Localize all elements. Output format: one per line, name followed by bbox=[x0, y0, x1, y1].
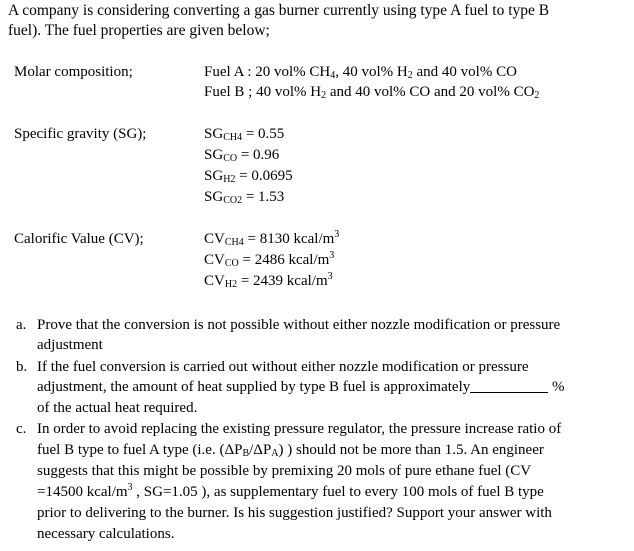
cv-h2: $CV_{H2} = 2439$ kcal/$m^3$ bbox=[204, 271, 333, 290]
question-a-line-1: Prove that the conversion is not possible without either nozzle modification or pressure bbox=[37, 317, 561, 333]
fuel-b-composition: Fuel B ; 40 vol% $H_2$ and 40 vol% CO and 20 vol% $CO_2$ bbox=[204, 84, 540, 101]
sg-ch4: $SG_{CH4} = 0.55$ bbox=[204, 126, 285, 143]
answer-blank[interactable] bbox=[470, 380, 548, 393]
sg-co2: $SG_{CO2} = 1.53$ bbox=[204, 189, 285, 206]
question-a-marker: a. bbox=[16, 317, 27, 333]
question-c-line-3: suggests that this might be possible by premixing 20 mols of pure ethane fuel (CV bbox=[37, 463, 532, 479]
question-c-line-5: prior to delivering to the burner. Is his suggestion justified? Support your answer with bbox=[37, 505, 552, 521]
question-c-line-2: fuel B type to fuel A type (i.e. $(\Delta P_B/\Delta P_A)$ ) should not be more than 1.5. An engineer bbox=[37, 442, 544, 459]
question-c-line-6: necessary calculations. bbox=[37, 526, 175, 542]
question-c-line-1: In order to avoid replacing the existing pressure regulator, the pressure increase ratio of bbox=[37, 421, 562, 437]
sg-h2: $SG_{H2} = 0.0695$ bbox=[204, 168, 293, 185]
question-c bbox=[16, 419, 612, 545]
question-a bbox=[16, 315, 612, 357]
question-a-line-2: adjustment bbox=[37, 337, 103, 353]
intro-line-2: fuel). The fuel properties are given below; bbox=[8, 22, 270, 39]
sg-co: $SG_{CO} = 0.96$ bbox=[204, 147, 280, 164]
question-b-line-1: If the fuel conversion is carried out without either nozzle modification or pressure bbox=[37, 359, 529, 375]
question-b-line-2: adjustment, the amount of heat supplied by type B fuel is approximately % bbox=[37, 379, 565, 395]
intro-line-1: A company is considering converting a gas burner currently using type A fuel to type B bbox=[8, 2, 550, 19]
cv-ch4: $CV_{CH4} = 8130$ kcal/$m^3$ bbox=[204, 229, 340, 248]
calorific-value-label: Calorific Value (CV); bbox=[14, 231, 144, 247]
question-b-marker: b. bbox=[16, 359, 28, 375]
question-b bbox=[16, 357, 612, 419]
fuel-a-composition: Fuel A : 20 vol% $CH_4$, 40 vol% $H_2$ and 40 vol% CO bbox=[204, 64, 517, 81]
question-c-line-4: =14500 kcal/$m^3$ , SG=1.05 ), as supplementary fuel to every 100 mols of fuel B type bbox=[37, 482, 544, 500]
molar-composition-label: Molar composition; bbox=[14, 64, 133, 80]
question-c-marker: c. bbox=[16, 421, 27, 437]
question-b-line-3: of the actual heat required. bbox=[37, 400, 198, 416]
specific-gravity-label: Specific gravity (SG); bbox=[14, 126, 147, 142]
cv-co: $CV_{CO} = 2486$ kcal/$m^3$ bbox=[204, 250, 335, 269]
